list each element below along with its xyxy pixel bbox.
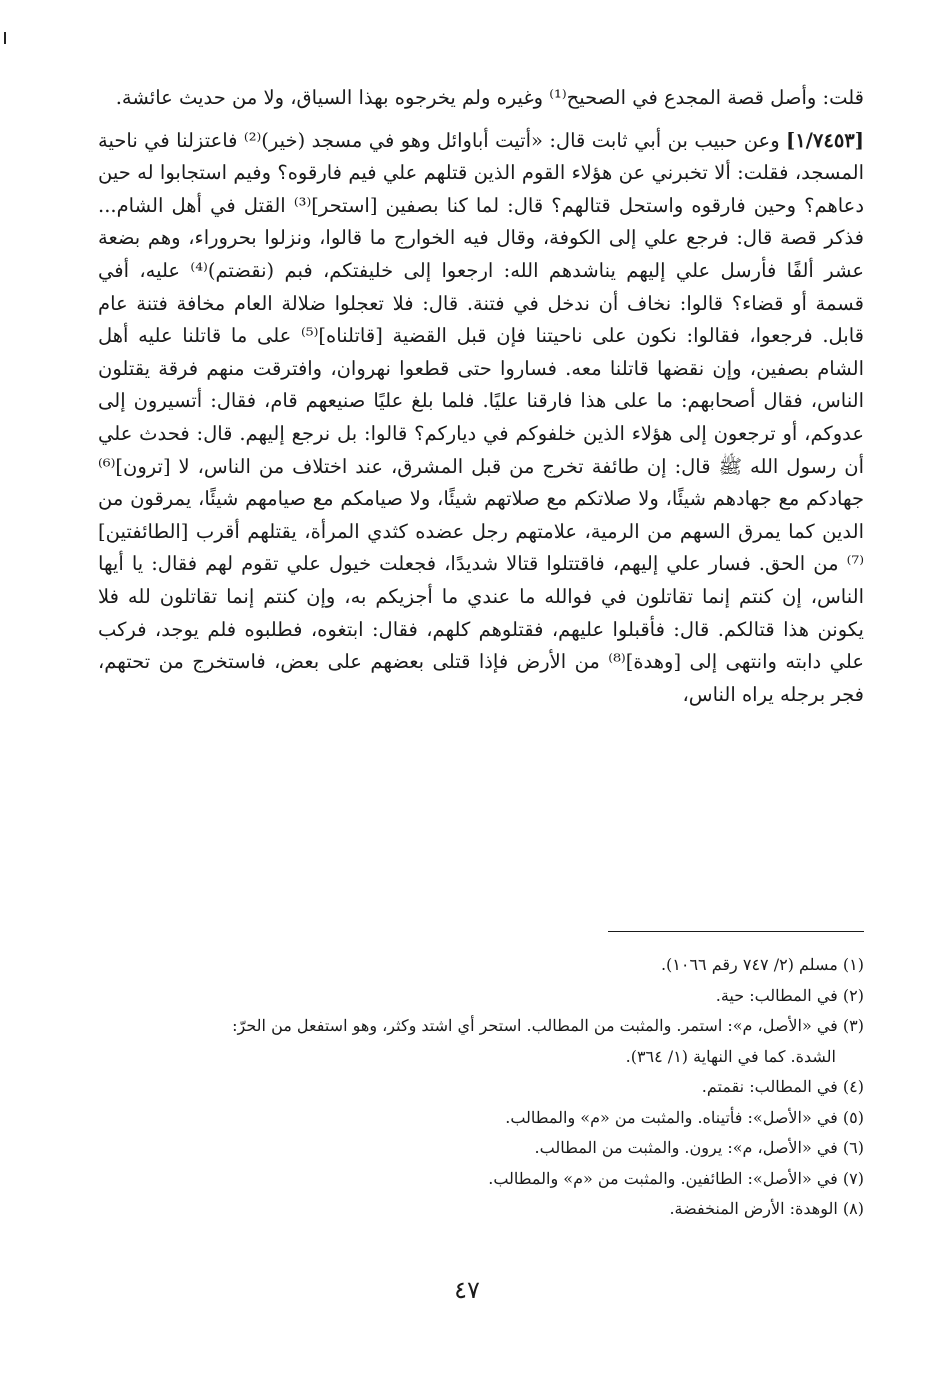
footnote-divider: [608, 931, 864, 932]
footnote-3: (٣) في «الأصل، م»: استمر. والمثبت من المطالب. استحر أي اشتد وكثر، وهو استفعل من الحرّ: الشدة. كما في النهاية (١/ ٣٦٤).: [98, 1011, 864, 1072]
page-number: ٤٧: [454, 1276, 480, 1304]
footnote-5: (٥) في «الأصل»: فأتيناه. والمثبت من «م» والمطالب.: [505, 1107, 864, 1127]
paragraph-2: [98, 125, 864, 712]
main-text: [98, 82, 864, 711]
hadith-text: وعن حبيب بن أبي ثابت قال: «أتيت أباوائل وهو في مسجد (خير)⁽²⁾ فاعتزلنا في ناحية المسجد، فقلت: ألا تخبرني عن هؤلاء القوم الذين قتلهم علي فيم فارقوه؟ وفيم استجابوا له حين دعاهم؟ وحين فارقوه واستحل قتالهم؟ قال: لما كنا بصفين [استحر]⁽³⁾ القتل في أهل الشام... فذكر قصة قال: فرجع علي إلى الكوفة، وقال فيه الخوارج ما قالوا، ونزلوا بحروراء، وهم بضعة عشر ألفًا فأرسل علي إليهم يناشدهم الله: ارجعوا إلى خليفتكم، فبم (نقضتم)⁽⁴⁾ عليه، أفي قسمة أو قضاء؟ قالوا: نخاف أن ندخل في فتنة. قال: فلا تعجلوا ضلالة العام مخافة فتنة عام قابل. فرجعوا، فقالوا: نكون على ناحيتنا فإن قبل القضية [قاتلناه]⁽⁵⁾ على ما قاتلنا عليه أهل الشام بصفين، وإن نقضها قاتلنا معه. فساروا حتى قطعوا نهروان، وافترقت منهم فرقة يقتلون الناس، فقال أصحابهم: ما على هذا فارقنا عليًا. فلما بلغ عليًا صنيعهم قام، فقال: أتسيرون إلى عدوكم، أو ترجعون إلى هؤلاء الذين خلفوكم في دياركم؟ قالوا: بل نرجع إليهم. قال: فحدث علي أن رسول الله ﷺ قال: إن طائفة تخرج من قبل المشرق، عند اختلاف من الناس، لا [ترون]⁽⁶⁾ جهادكم مع جهادهم شيئًا، ولا صلاتكم مع صلاتهم شيئًا، ولا صيامكم مع صيامهم شيئًا، يمرقون من الدين كما يمرق السهم من الرمية، علامتهم رجل عضده كثدي المرأة، يقتلهم أقرب [الطائفتين]⁽⁷⁾ من الحق. فسار علي إليهم، فاقتتلوا قتالا شديدًا، فجعلت خيول علي تقوم لهم فقال: يا أيها الناس، إن كنتم إنما تقاتلون في فوالله ما عندي ما أجزيكم به، وإن كنتم إنما تقاتلون لله فلا يكونن هذا قتالكم. قال: فأقبلوا عليهم، فقتلوهم كلهم، فقال: ابتغوه، فطلبوه فلم يوجد، فركب علي دابته وانتهى إلى [وهدة]⁽⁸⁾ من الأرض فإذا قتلى بعضهم على بعض، فاستخرج من تحتهم، فجر برجله يراه الناس،: [98, 128, 864, 706]
footnote-4: (٤) في المطالب: نقمتم.: [701, 1077, 864, 1096]
paragraph-1: قلت: وأصل قصة المجدع في الصحيح⁽¹⁾ وغيره ولم يخرجوه بهذا السياق، ولا من حديث عائشة.: [115, 86, 864, 109]
footnote-8: (٨) الوهدة: الأرض المنخفضة.: [669, 1199, 864, 1218]
margin-mark: [4, 32, 6, 44]
hadith-number: [١/٧٤٥٣]: [786, 128, 865, 152]
footnote-1: (١) مسلم (٢/ ٧٤٧ رقم ١٠٦٦).: [660, 955, 864, 974]
footnotes: [98, 950, 864, 1225]
footnote-6: (٦) في «الأصل، م»: يرون. والمثبت من المطالب.: [534, 1138, 864, 1157]
footnote-2: (٢) في المطالب: حية.: [715, 985, 864, 1005]
footnote-3-continuation: الشدة. كما في النهاية (١/ ٣٦٤).: [625, 1046, 836, 1066]
footnote-7: (٧) في «الأصل»: الطائفين. والمثبت من «م» والمطالب.: [488, 1168, 864, 1188]
